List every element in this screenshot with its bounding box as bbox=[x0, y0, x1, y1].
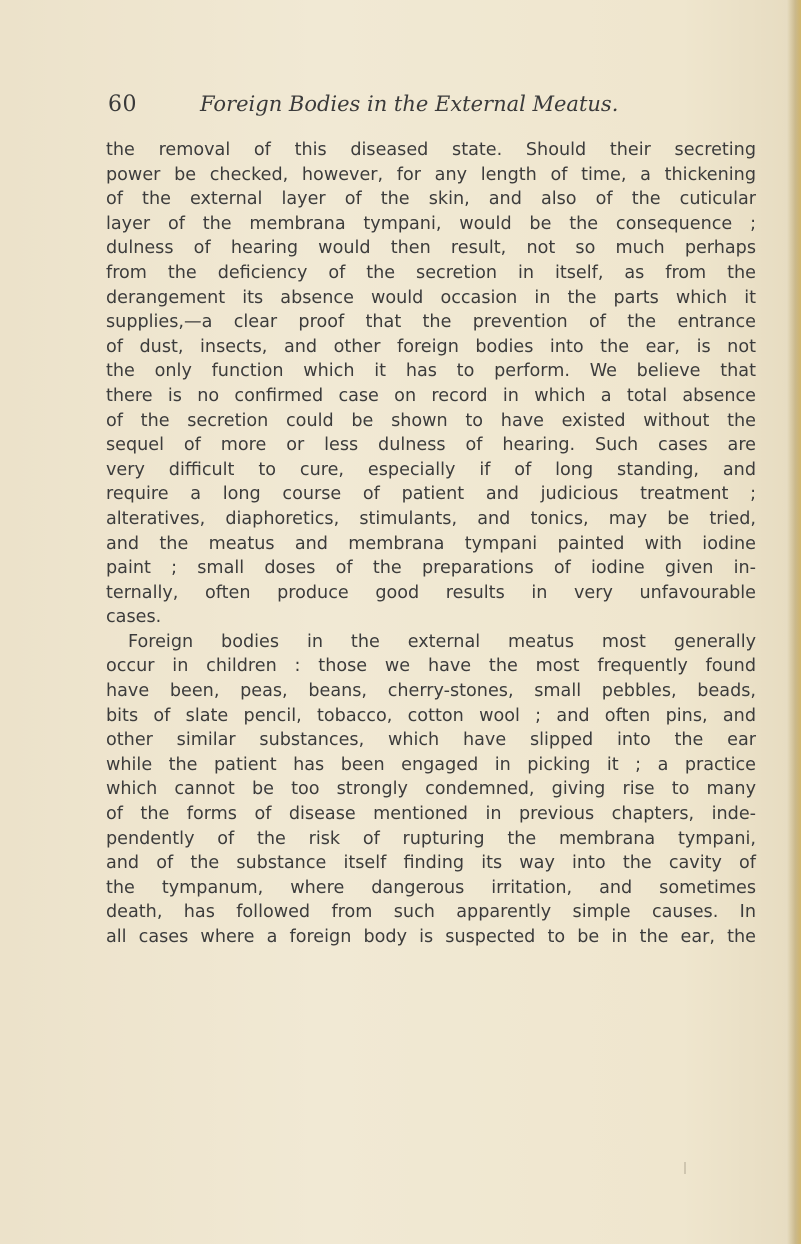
text-line: dulness of hearing would then result, not so much perhaps bbox=[106, 238, 756, 259]
page-number: 60 bbox=[108, 92, 137, 117]
text-line: of the external layer of the skin, and also of the cuticular bbox=[106, 189, 756, 210]
text-line: occur in children : those we have the most frequently found bbox=[106, 656, 756, 677]
text-line: death, has followed from such apparently simple causes. In bbox=[106, 902, 756, 923]
text-line: of the secretion could be shown to have existed without the bbox=[106, 410, 756, 431]
text-line: require a long course of patient and judicious treatment ; bbox=[106, 484, 756, 505]
text-line: ternally, often produce good results in very unfavourable bbox=[106, 582, 756, 603]
text-line: the tympanum, where dangerous irritation, and sometimes bbox=[106, 877, 756, 898]
text-line: power be checked, however, for any length of time, a thickening bbox=[106, 164, 756, 185]
page-edge-shadow bbox=[787, 0, 801, 1244]
text-line: paint ; small doses of the preparations of iodine given in- bbox=[106, 558, 756, 579]
text-line: layer of the membrana tympani, would be the consequence ; bbox=[106, 213, 756, 234]
paragraph-end-line: cases. bbox=[106, 607, 162, 628]
text-line: have been, peas, beans, cherry-stones, small pebbles, beads, bbox=[106, 681, 756, 702]
page-header bbox=[108, 92, 708, 122]
text-line: all cases where a foreign body is suspected to be in the ear, the bbox=[106, 927, 756, 947]
paragraph-start-line: Foreign bodies in the external meatus most generally bbox=[128, 631, 756, 652]
text-line: of dust, insects, and other foreign bodies into the ear, is not bbox=[106, 336, 756, 357]
text-line: bits of slate pencil, tobacco, cotton wool ; and often pins, and bbox=[106, 705, 756, 726]
text-line: pendently of the risk of rupturing the membrana tympani, bbox=[106, 828, 756, 849]
text-line: from the deficiency of the secretion in itself, as from the bbox=[106, 262, 756, 283]
text-line: other similar substances, which have slipped into the ear bbox=[106, 730, 756, 751]
text-line: the removal of this diseased state. Should their secreting bbox=[106, 140, 756, 160]
text-line: sequel of more or less dulness of hearing. Such cases are bbox=[106, 435, 756, 456]
body-text bbox=[106, 138, 756, 950]
text-line: which cannot be too strongly condemned, giving rise to many bbox=[106, 779, 756, 800]
text-line: alteratives, diaphoretics, stimulants, and tonics, may be tried, bbox=[106, 508, 756, 529]
text-line: supplies,—a clear proof that the prevention of the entrance bbox=[106, 312, 756, 333]
text-line: and the meatus and membrana tympani painted with iodine bbox=[106, 533, 756, 554]
text-line: of the forms of disease mentioned in previous chapters, inde- bbox=[106, 804, 756, 825]
running-title: Foreign Bodies in the External Meatus. bbox=[200, 92, 619, 116]
text-line: derangement its absence would occasion in the parts which it bbox=[106, 287, 756, 308]
paper-speck bbox=[684, 1162, 686, 1174]
text-line: the only function which it has to perform. We believe that bbox=[106, 361, 756, 382]
text-line: there is no confirmed case on record in which a total absence bbox=[106, 385, 756, 406]
text-line: very difficult to cure, especially if of long standing, and bbox=[106, 459, 756, 480]
text-line: and of the substance itself finding its way into the cavity of bbox=[106, 853, 756, 874]
text-line: while the patient has been engaged in picking it ; a practice bbox=[106, 754, 756, 775]
